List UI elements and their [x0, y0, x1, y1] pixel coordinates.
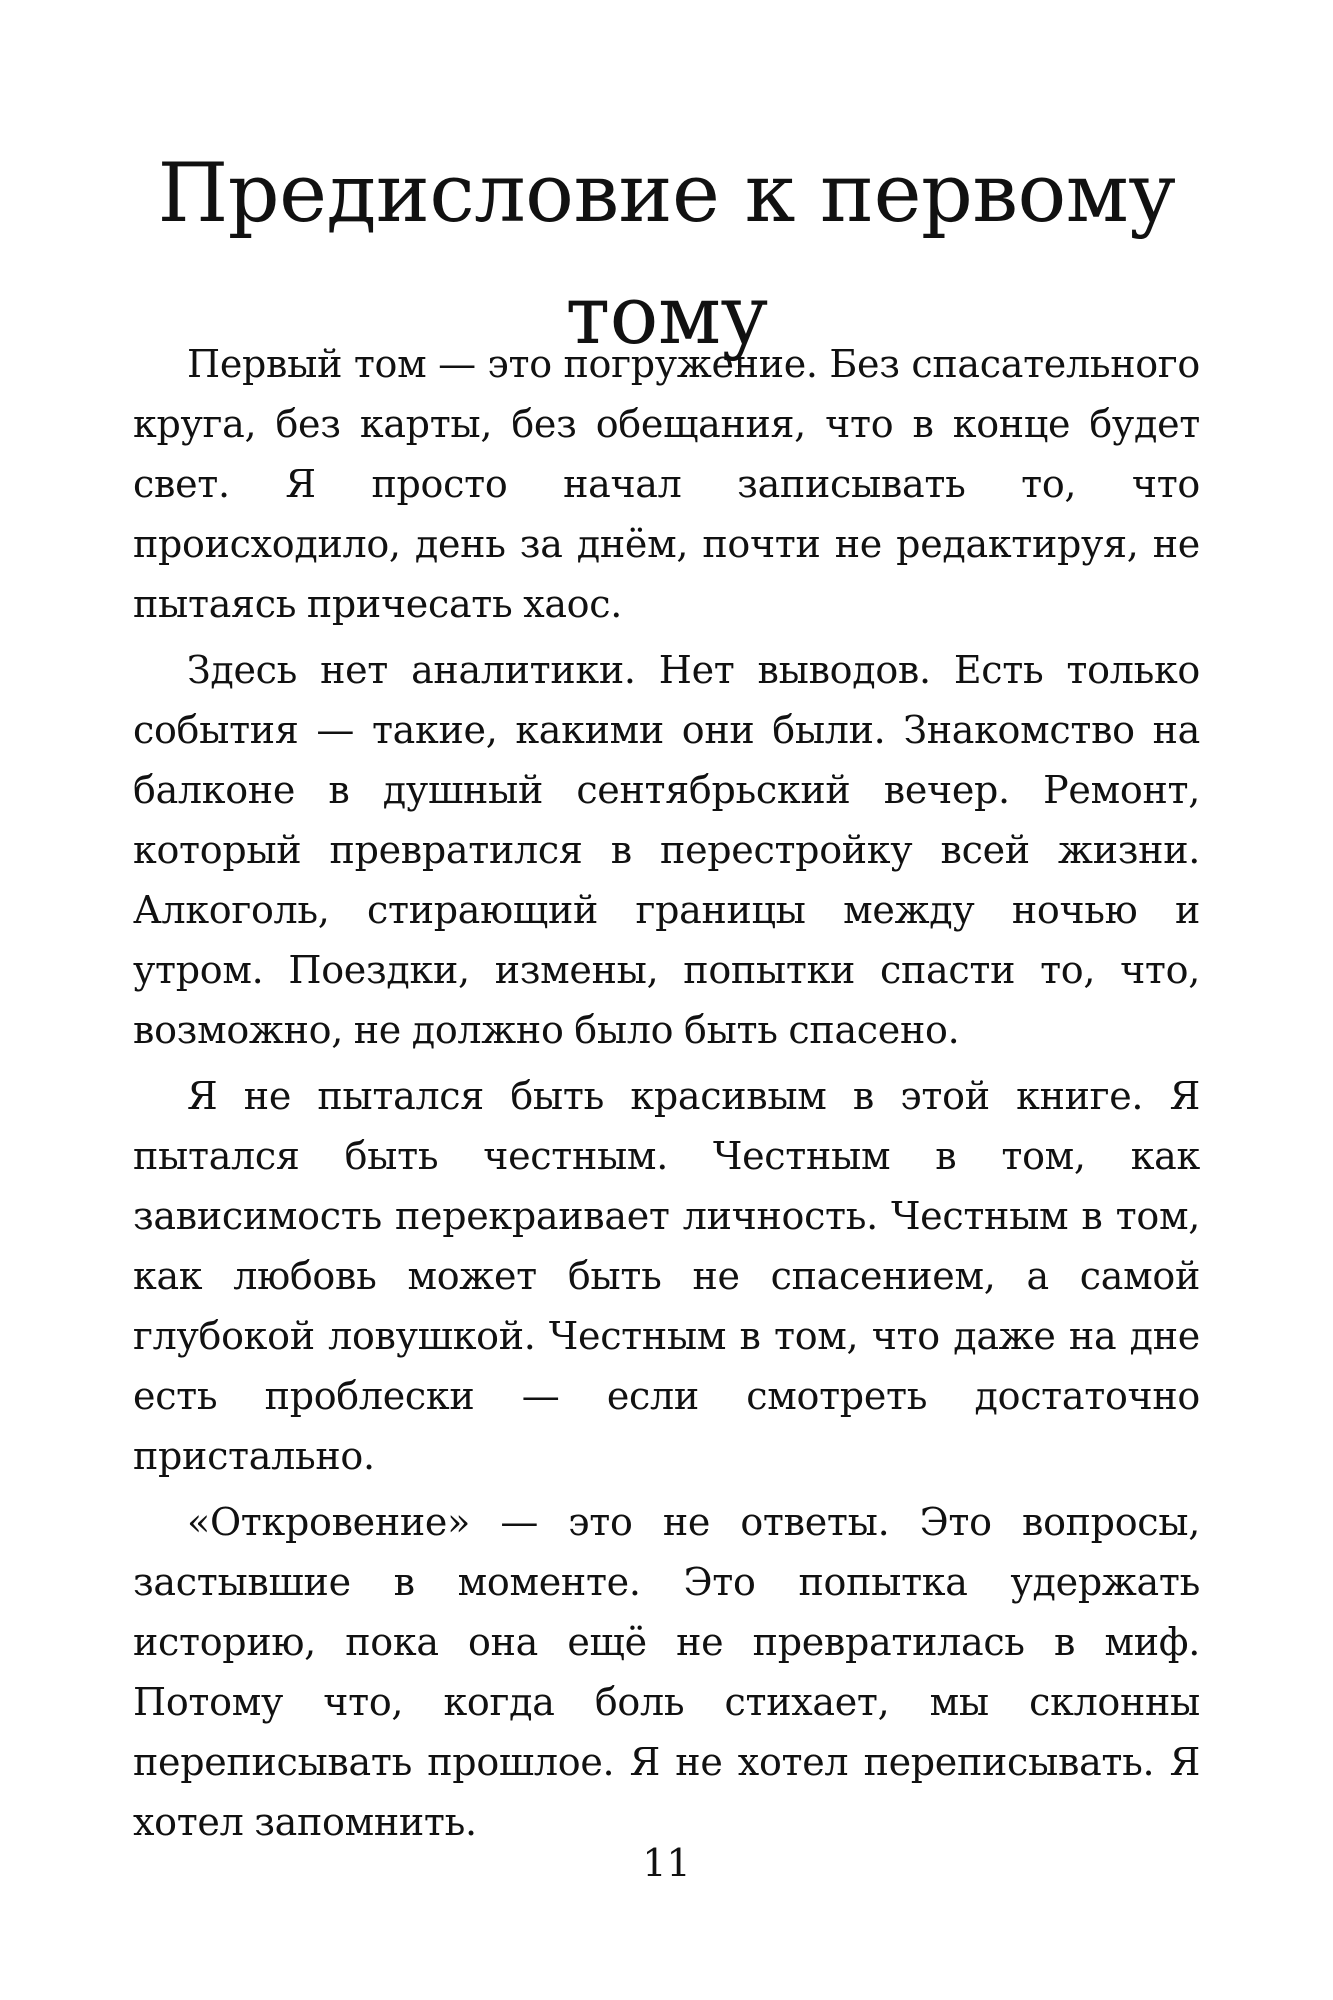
chapter-title: Предисловие к первому тому	[157, 147, 1176, 363]
chapter-body	[133, 334, 1200, 1858]
paragraph-3: Я не пытался быть красивым в этой книге. Я пытался быть честным. Честным в том, как зависимость перекраивает личность. Честным в том, как любовь может быть не спасением, а самой глубокой ловушкой. Честным в том, что даже на дне есть проблески — если смотреть достаточно пристально.	[133, 1074, 1200, 1478]
paragraph-1: Первый том — это погружение. Без спасательного круга, без карты, без обещания, что в конце будет свет. Я просто начал записывать то, что происходило, день за днём, почти не редактируя, не пытаясь причесать хаос.	[133, 342, 1200, 626]
paragraph-4: «Откровение» — это не ответы. Это вопросы, застывшие в моменте. Это попытка удержать историю, пока она ещё не превратилась в миф. Потому что, когда боль стихает, мы склонны переписывать прошлое. Я не хотел переписывать. Я хотел запомнить.	[133, 1500, 1200, 1844]
paragraph-2: Здесь нет аналитики. Нет выводов. Есть только события — такие, какими они были. Знакомство на балконе в душный сентябрьский вечер. Ремонт, который превратился в перестройку всей жизни. Алкоголь, стирающий границы между ночью и утром. Поездки, измены, попытки спасти то, что, возможно, не должно было быть спасено.	[133, 648, 1200, 1052]
page-number: 11	[642, 1841, 691, 1885]
